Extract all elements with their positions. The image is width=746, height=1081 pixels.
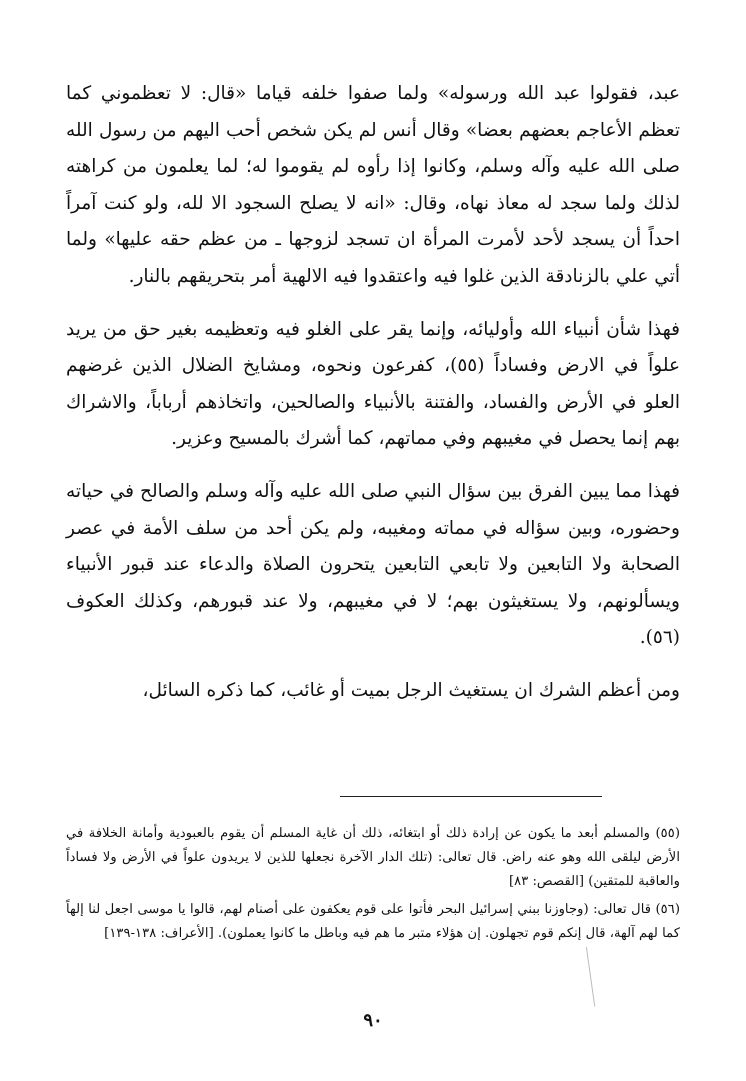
footnote-55: (٥٥) والمسلم أبعد ما يكون عن إرادة ذلك أو ابتغائه، ذلك أن غاية المسلم أن يقوم بالعبودية وأمانة الخلافة في الأرض ليلقى الله وهو عنه راض. قال تعالى: (تلك الدار الآخرة نجعلها للذين لا يريدون علواً في الأرض ولا فساداً والعاقبة للمتقين) [القصص: ٨٣]: [66, 826, 680, 890]
paragraph-2: فهذا شأن أنبياء الله وأوليائه، وإنما يقر على الغلو فيه وتعظيمه بغير حق من يريد علواً في الارض وفساداً (٥٥)، كفرعون ونحوه، ومشايخ الضلال الذين غرضهم العلو في الأرض والفساد، والفتنة بالأنبياء والصالحين، واتخاذهم أرباباً، والاشراك بهم إنما يحصل في مغيبهم وفي مماتهم، كما أشرك بالمسيح وعزير.: [66, 318, 681, 450]
scan-edge-mark: [586, 946, 605, 1007]
paragraph-1: عبد، فقولوا عبد الله ورسوله» ولما صفوا خلفه قياما «قال: لا تعظموني كما تعظم الأعاجم بعضهم بعضا» وقال أنس لم يكن شخص أحب اليهم من رسول الله صلى الله عليه وآله وسلم، وكانوا إذا رأوه لم يقوموا له؛ لما يعلمون من كراهته لذلك ولما سجد له معاذ نهاه، وقال: «انه لا يصلح السجود الا لله، ولو كنت آمراً احداً أن يسجد لأحد لأمرت المرأة ان تسجد لزوجها ـ من عظم حقه عليها» ولما أتي علي بالزنادقة الذين غلوا فيه واعتقدوا فيه الالهية أمر بتحريقهم بالنار.: [66, 83, 680, 287]
footnotes: [66, 822, 680, 949]
footnote-separator: [340, 796, 602, 797]
main-text: [66, 76, 680, 726]
page-number: ٩٠: [363, 1010, 383, 1031]
paragraph-3: فهذا مما يبين الفرق بين سؤال النبي صلى الله عليه وآله وسلم والصالح في حياته وحضوره، وبين سؤاله في مماته ومغيبه، ولم يكن أحد من سلف الأمة في عصر الصحابة ولا التابعين ولا تابعي التابعين يتحرون الصلاة والدعاء عند قبور الأنبياء ويسألونهم، ولا يستغيثون بهم؛ لا في مغيبهم، ولا عند قبورهم، وكذلك العكوف (٥٦).: [66, 480, 680, 649]
footnote-56: (٥٦) قال تعالى: (وجاوزنا ببني إسرائيل البحر فأتوا على قوم يعكفون على أصنام لهم، قالوا يا موسى اجعل لنا إلهاً كما لهم آلهة، قال إنكم قوم تجهلون. إن هؤلاء متبر ما هم فيه وباطل ما كانوا يعملون). [الأعراف: ١٣٨-١٣٩]: [66, 901, 680, 941]
paragraph-4: ومن أعظم الشرك ان يستغيث الرجل بميت أو غائب، كما ذكره السائل،: [142, 679, 680, 701]
